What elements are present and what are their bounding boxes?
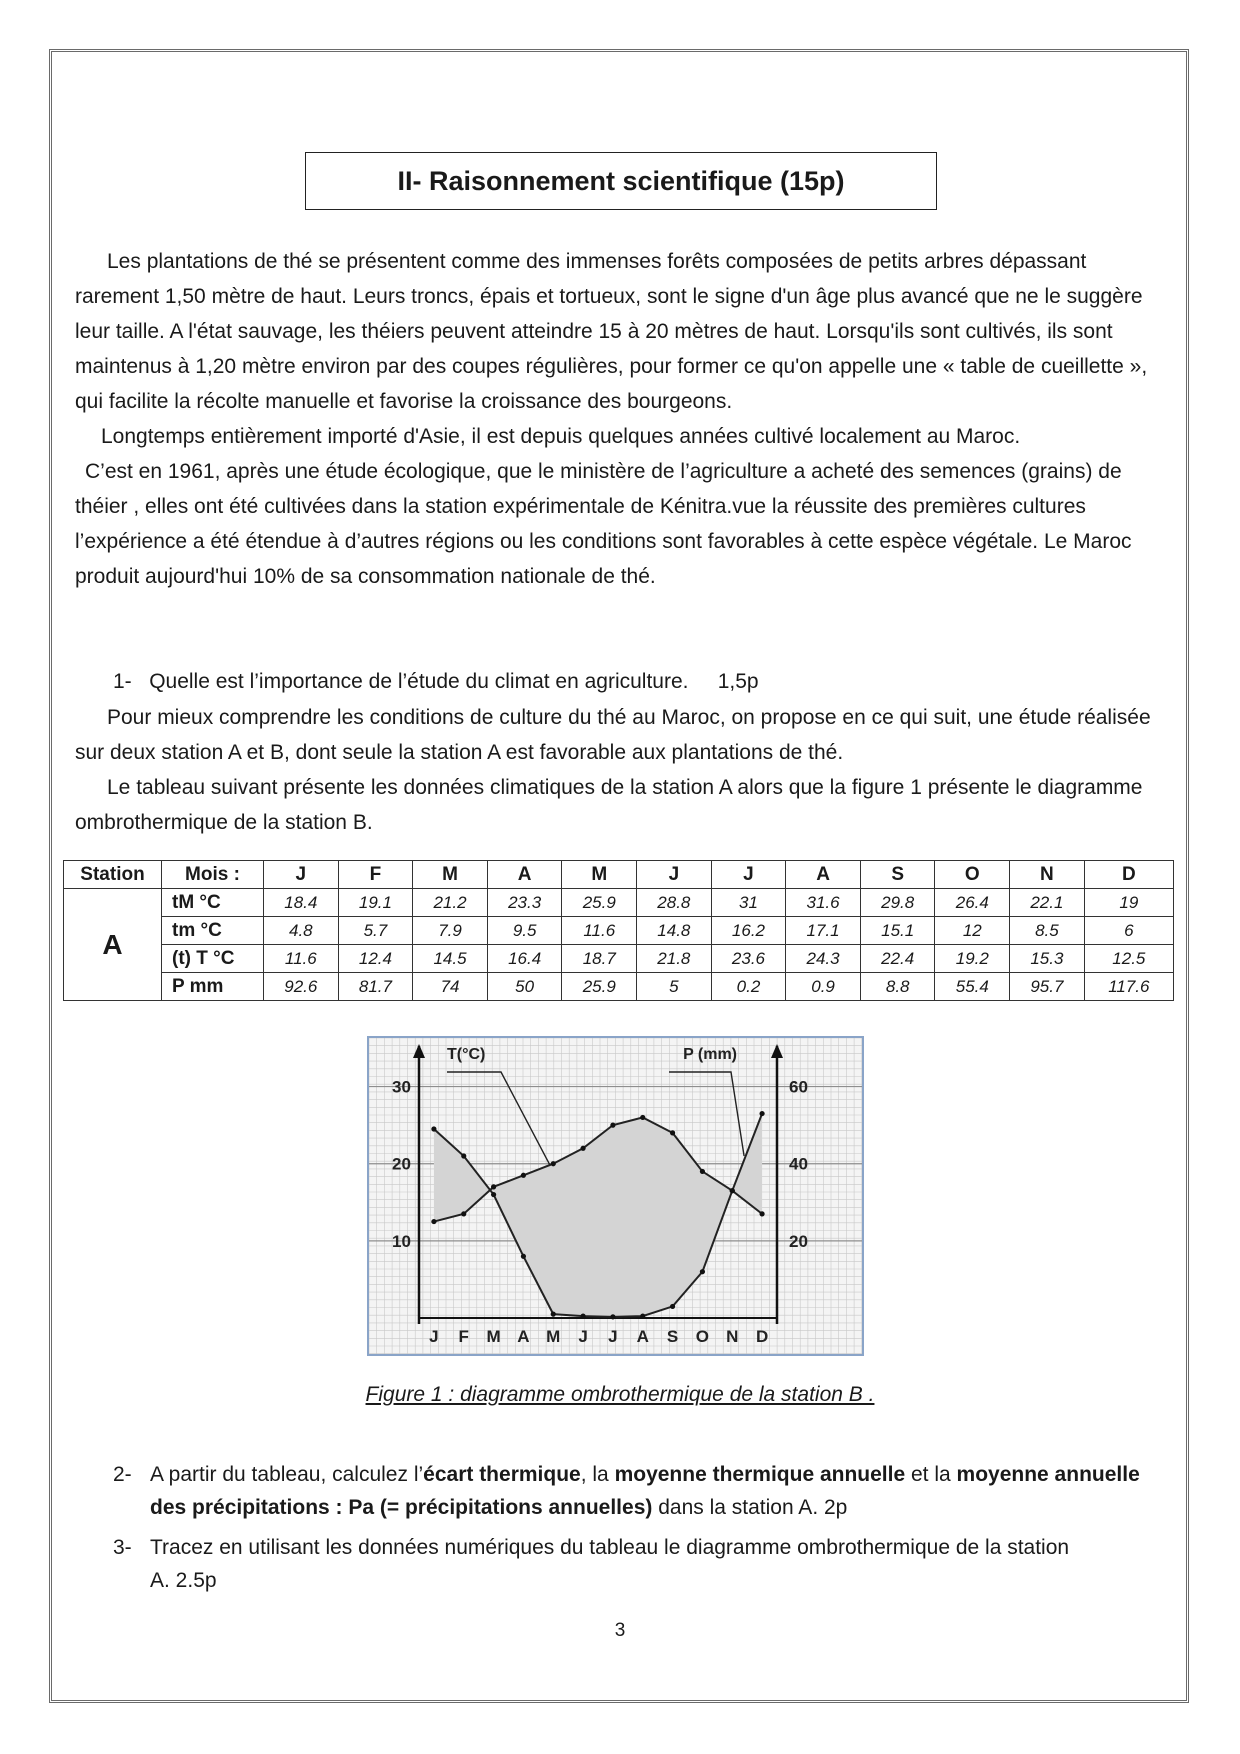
climate-table [63, 860, 1174, 1001]
table-cell: 8.8 [860, 973, 935, 1001]
table-cell: 50 [487, 973, 562, 1001]
temperature-point [521, 1173, 526, 1178]
row-label: P mm [162, 973, 264, 1001]
row-label: (t) T °C [162, 945, 264, 973]
month-tick-label: F [458, 1327, 469, 1346]
table-cell: 28.8 [637, 889, 712, 917]
temperature-point [491, 1184, 496, 1189]
month-tick-label: S [666, 1327, 679, 1346]
intro-paragraph-3: C’est en 1961, après une étude écologique, que le ministère de l’agriculture a acheté des semences (grains) de théier , elles ont été cultivées dans la station expérimentale de Kénitra.vue la réussite des premières cultures l’expérience a été étendue à d’autres régions ou les conditions sont favorables à cette espèce végétale. Le Maroc produit aujourd'hui 10% de sa consommation nationale de thé. [75, 460, 1132, 588]
month-tick-label: N [726, 1327, 739, 1346]
month-header: N [1010, 861, 1085, 889]
month-tick-label: A [517, 1327, 530, 1346]
temperature-point [670, 1130, 675, 1135]
month-tick-label: M [546, 1327, 561, 1346]
table-cell: 95.7 [1010, 973, 1085, 1001]
temperature-axis-label: T(°C) [447, 1046, 486, 1063]
precipitation-point [551, 1312, 556, 1317]
table-cell: 5.7 [338, 917, 413, 945]
month-tick-label: M [486, 1327, 501, 1346]
temperature-point [551, 1161, 556, 1166]
month-header: M [413, 861, 488, 889]
precipitation-point [640, 1313, 645, 1318]
month-tick-label: A [636, 1327, 649, 1346]
table-cell: 15.1 [860, 917, 935, 945]
table-cell: 5 [637, 973, 712, 1001]
table-cell: 55.4 [935, 973, 1010, 1001]
precipitation-point [461, 1153, 466, 1158]
table-cell: 15.3 [1010, 945, 1085, 973]
row-label: tm °C [162, 917, 264, 945]
precipitation-point [759, 1111, 764, 1116]
month-header: A [786, 861, 861, 889]
precipitation-point [610, 1314, 615, 1319]
question-2-text-4: dans la station A. 2p [652, 1496, 848, 1519]
left-tick-label: 10 [392, 1231, 411, 1251]
figure-1-diagram [367, 1036, 864, 1356]
section-title: II- Raisonnement scientifique (15p) [397, 165, 845, 196]
question-2-text-1: A partir du tableau, calculez l’ [150, 1463, 424, 1486]
table-cell: 74 [413, 973, 488, 1001]
right-tick-label: 20 [789, 1231, 808, 1251]
question-1-text: Quelle est l’importance de l’étude du climat en agriculture. [149, 670, 689, 693]
station-header: Station [64, 861, 162, 889]
table-cell: 19.1 [338, 889, 413, 917]
table-row [64, 973, 1174, 1001]
temperature-point [700, 1169, 705, 1174]
table-cell: 12.5 [1084, 945, 1173, 973]
table-cell: 26.4 [935, 889, 1010, 917]
ombrothermic-chart [369, 1038, 862, 1354]
temperature-point [580, 1146, 585, 1151]
question-2-bold-2: moyenne thermique annuelle [614, 1463, 906, 1486]
table-cell: 0.9 [786, 973, 861, 1001]
month-header: J [711, 861, 786, 889]
month-tick-label: J [429, 1327, 439, 1346]
table-cell: 23.6 [711, 945, 786, 973]
table-cell: 24.3 [786, 945, 861, 973]
table-cell: 22.1 [1010, 889, 1085, 917]
month-header: S [860, 861, 935, 889]
left-tick-label: 20 [392, 1154, 411, 1174]
table-cell: 19.2 [935, 945, 1010, 973]
right-tick-label: 60 [789, 1077, 808, 1097]
month-header: O [935, 861, 1010, 889]
table-cell: 25.9 [562, 973, 637, 1001]
precipitation-point [700, 1269, 705, 1274]
table-cell: 8.5 [1010, 917, 1085, 945]
question-1-points: 1,5p [717, 670, 759, 693]
table-cell: 17.1 [786, 917, 861, 945]
month-tick-label: J [578, 1327, 588, 1346]
question-2-bold-1: écart thermique [423, 1463, 581, 1486]
question-2-text-2: , la [580, 1463, 615, 1486]
table-cell: 14.8 [637, 917, 712, 945]
temperature-point [431, 1219, 436, 1224]
table-cell: 81.7 [338, 973, 413, 1001]
row-label: tM °C [162, 889, 264, 917]
month-tick-label: D [755, 1327, 769, 1346]
context-paragraph-2: Le tableau suivant présente les données climatiques de la station A alors que la figure 1 présente le diagramme ombrothermique de la station B. [75, 776, 1143, 834]
table-cell: 14.5 [413, 945, 488, 973]
table-row [64, 917, 1174, 945]
station-a-cell: A [64, 889, 162, 1001]
month-header: F [338, 861, 413, 889]
table-cell: 12.4 [338, 945, 413, 973]
table-cell: 0.2 [711, 973, 786, 1001]
question-1 [113, 665, 759, 698]
table-cell: 11.6 [264, 945, 339, 973]
table-cell: 117.6 [1084, 973, 1173, 1001]
temperature-point [759, 1211, 764, 1216]
table-cell: 22.4 [860, 945, 935, 973]
table-cell: 7.9 [413, 917, 488, 945]
table-cell: 29.8 [860, 889, 935, 917]
figure-caption: Figure 1 : diagramme ombrothermique de la station B . [365, 1383, 875, 1406]
table-cell: 18.4 [264, 889, 339, 917]
table-cell: 6 [1084, 917, 1173, 945]
intro-paragraph-2: Longtemps entièrement importé d'Asie, il est depuis quelques années cultivé localement au Maroc. [101, 425, 1021, 448]
month-header: A [487, 861, 562, 889]
question-3-number: 3- [113, 1536, 132, 1559]
table-cell: 31.6 [786, 889, 861, 917]
month-tick-label: O [695, 1327, 710, 1346]
table-cell: 12 [935, 917, 1010, 945]
precipitation-point [521, 1254, 526, 1259]
table-row [64, 889, 1174, 917]
table-header-row [64, 861, 1174, 889]
precipitation-point [730, 1188, 735, 1193]
table-cell: 16.2 [711, 917, 786, 945]
right-tick-label: 40 [789, 1154, 808, 1174]
context-paragraph-1: Pour mieux comprendre les conditions de culture du thé au Maroc, on propose en ce qui suit, une étude réalisée sur deux station A et B, dont seule la station A est favorable aux plantations de thé. [75, 706, 1151, 764]
precipitation-point [670, 1304, 675, 1309]
question-2 [150, 1458, 1140, 1524]
context-text [75, 700, 1165, 840]
table-cell: 4.8 [264, 917, 339, 945]
page-number: 3 [614, 1620, 626, 1641]
table-cell: 21.8 [637, 945, 712, 973]
precipitation-axis-label: P (mm) [683, 1046, 737, 1063]
table-cell: 23.3 [487, 889, 562, 917]
table-cell: 19 [1084, 889, 1173, 917]
table-cell: 92.6 [264, 973, 339, 1001]
precipitation-point [491, 1192, 496, 1197]
month-header: J [264, 861, 339, 889]
precipitation-point [580, 1313, 585, 1318]
month-header: D [1084, 861, 1173, 889]
temperature-point [640, 1115, 645, 1120]
temperature-point [610, 1123, 615, 1128]
table-cell: 21.2 [413, 889, 488, 917]
temperature-point [461, 1211, 466, 1216]
left-axis-arrow [413, 1044, 425, 1058]
left-tick-label: 30 [392, 1077, 411, 1097]
months-header: Mois : [162, 861, 264, 889]
precipitation-point [431, 1126, 436, 1131]
month-tick-label: J [608, 1327, 618, 1346]
table-cell: 18.7 [562, 945, 637, 973]
question-3-text: Tracez en utilisant les données numériques du tableau le diagramme ombrothermique de la station A. 2.5p [150, 1536, 1070, 1592]
table-cell: 16.4 [487, 945, 562, 973]
table-cell: 11.6 [562, 917, 637, 945]
question-2-text-3: et la [905, 1463, 957, 1486]
month-header: M [562, 861, 637, 889]
intro-text [75, 244, 1165, 594]
table-cell: 31 [711, 889, 786, 917]
intro-paragraph-1: Les plantations de thé se présentent comme des immenses forêts composées de petits arbres dépassant rarement 1,50 mètre de haut. Leurs troncs, épais et tortueux, sont le signe d'un âge plus avancé que ne le suggère leur taille. A l'état sauvage, les théiers peuvent atteindre 15 à 20 mètres de haut. Lorsqu'ils sont cultivés, ils sont maintenus à 1,20 mètre environ par des coupes régulières, pour former ce qu'on appelle une « table de cueillette », qui facilite la récolte manuelle et favorise la croissance des bourgeons. [75, 250, 1148, 413]
question-2-bold-3: moyenne annuelle des précipitations : Pa (= précipitations annuelles) [150, 1463, 1140, 1519]
section-title-box [305, 152, 937, 210]
question-1-number: 1- [113, 670, 132, 693]
table-cell: 25.9 [562, 889, 637, 917]
month-header: J [637, 861, 712, 889]
table-cell: 9.5 [487, 917, 562, 945]
question-2-number: 2- [113, 1463, 132, 1486]
right-axis-arrow [771, 1044, 783, 1058]
table-row [64, 945, 1174, 973]
